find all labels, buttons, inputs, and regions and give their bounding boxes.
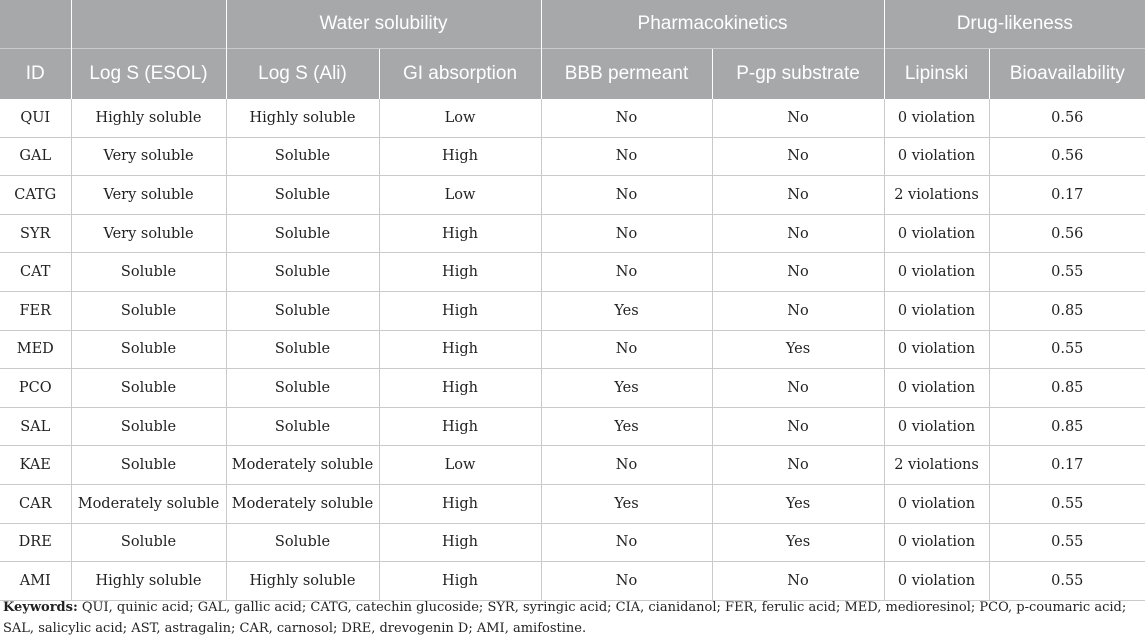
table-row — [0, 369, 1145, 408]
column-header-pgp-substrate: P-gp substrate — [712, 49, 884, 100]
cell-bbb-permeant: No — [541, 176, 712, 215]
cell-bioavailability: 0.56 — [989, 137, 1145, 176]
column-header-bbb-permeant: BBB permeant — [541, 49, 712, 100]
footnote-label: Keywords: — [3, 600, 78, 615]
cell-id: MED — [0, 330, 71, 369]
cell-logs-esol: Highly soluble — [71, 99, 226, 137]
column-header-gi-absorption: GI absorption — [379, 49, 541, 100]
cell-logs-ali: Soluble — [226, 176, 379, 215]
cell-bioavailability: 0.55 — [989, 484, 1145, 523]
cell-logs-ali: Soluble — [226, 407, 379, 446]
cell-logs-ali: Soluble — [226, 137, 379, 176]
cell-bioavailability: 0.55 — [989, 523, 1145, 562]
cell-id: DRE — [0, 523, 71, 562]
cell-lipinski: 0 violation — [884, 99, 989, 137]
group-header-pharmacokinetics: Pharmacokinetics — [541, 0, 884, 49]
cell-logs-ali: Soluble — [226, 369, 379, 408]
cell-pgp-substrate: No — [712, 99, 884, 137]
group-header-blank — [71, 0, 226, 49]
cell-gi-absorption: High — [379, 214, 541, 253]
cell-lipinski: 0 violation — [884, 137, 989, 176]
table-body — [0, 99, 1145, 600]
footnote-text: QUI, quinic acid; GAL, gallic acid; CATG, catechin glucoside; SYR, syringic acid; CIA, cianidanol; FER, ferulic acid; MED, medioresinol; PCO, p-coumaric acid; SAL, salicylic acid; AST, astragalin; CAR, carnosol; DRE, drevogenin D; AMI, amifostine. — [3, 600, 1127, 636]
cell-logs-esol: Highly soluble — [71, 562, 226, 601]
cell-pgp-substrate: Yes — [712, 330, 884, 369]
cell-bioavailability: 0.55 — [989, 562, 1145, 601]
cell-pgp-substrate: No — [712, 369, 884, 408]
cell-gi-absorption: High — [379, 562, 541, 601]
cell-logs-esol: Very soluble — [71, 214, 226, 253]
cell-bbb-permeant: No — [541, 562, 712, 601]
cell-logs-ali: Soluble — [226, 523, 379, 562]
cell-bbb-permeant: No — [541, 99, 712, 137]
table-row — [0, 99, 1145, 137]
cell-gi-absorption: High — [379, 291, 541, 330]
table-row — [0, 330, 1145, 369]
cell-id: SAL — [0, 407, 71, 446]
cell-pgp-substrate: Yes — [712, 484, 884, 523]
cell-bbb-permeant: No — [541, 253, 712, 292]
cell-pgp-substrate: No — [712, 446, 884, 485]
cell-gi-absorption: High — [379, 253, 541, 292]
cell-logs-ali: Soluble — [226, 214, 379, 253]
cell-pgp-substrate: Yes — [712, 523, 884, 562]
cell-logs-ali: Moderately soluble — [226, 484, 379, 523]
cell-logs-ali: Highly soluble — [226, 562, 379, 601]
group-header-water-solubility: Water solubility — [226, 0, 541, 49]
cell-bbb-permeant: No — [541, 214, 712, 253]
cell-gi-absorption: High — [379, 484, 541, 523]
cell-id: GAL — [0, 137, 71, 176]
group-header-drug-likeness: Drug-likeness — [884, 0, 1145, 49]
cell-lipinski: 0 violation — [884, 407, 989, 446]
cell-logs-esol: Soluble — [71, 253, 226, 292]
cell-logs-ali: Soluble — [226, 253, 379, 292]
group-header-blank — [0, 0, 71, 49]
cell-bbb-permeant: No — [541, 330, 712, 369]
cell-logs-esol: Soluble — [71, 523, 226, 562]
cell-lipinski: 0 violation — [884, 369, 989, 408]
column-header-lipinski: Lipinski — [884, 49, 989, 100]
table-row — [0, 562, 1145, 601]
cell-lipinski: 0 violation — [884, 291, 989, 330]
cell-logs-ali: Soluble — [226, 330, 379, 369]
cell-pgp-substrate: No — [712, 176, 884, 215]
cell-lipinski: 0 violation — [884, 330, 989, 369]
cell-bbb-permeant: No — [541, 446, 712, 485]
cell-lipinski: 0 violation — [884, 484, 989, 523]
cell-lipinski: 0 violation — [884, 523, 989, 562]
cell-gi-absorption: Low — [379, 176, 541, 215]
cell-logs-esol: Soluble — [71, 330, 226, 369]
cell-logs-esol: Very soluble — [71, 176, 226, 215]
table-row — [0, 484, 1145, 523]
cell-bioavailability: 0.85 — [989, 407, 1145, 446]
cell-lipinski: 0 violation — [884, 253, 989, 292]
cell-bioavailability: 0.55 — [989, 253, 1145, 292]
table-row — [0, 176, 1145, 215]
cell-id: CAT — [0, 253, 71, 292]
table-row — [0, 291, 1145, 330]
cell-lipinski: 2 violations — [884, 446, 989, 485]
cell-bbb-permeant: Yes — [541, 291, 712, 330]
cell-pgp-substrate: No — [712, 253, 884, 292]
table-row — [0, 253, 1145, 292]
cell-pgp-substrate: No — [712, 214, 884, 253]
column-header-id: ID — [0, 49, 71, 100]
table-row — [0, 446, 1145, 485]
cell-lipinski: 0 violation — [884, 562, 989, 601]
cell-pgp-substrate: No — [712, 137, 884, 176]
cell-id: AMI — [0, 562, 71, 601]
cell-gi-absorption: High — [379, 369, 541, 408]
footnote — [3, 597, 1143, 639]
cell-id: KAE — [0, 446, 71, 485]
cell-logs-esol: Very soluble — [71, 137, 226, 176]
cell-bbb-permeant: Yes — [541, 407, 712, 446]
column-header-logs-ali: Log S (Ali) — [226, 49, 379, 100]
cell-logs-ali: Soluble — [226, 291, 379, 330]
column-header-row — [0, 49, 1145, 100]
cell-bioavailability: 0.85 — [989, 369, 1145, 408]
cell-id: FER — [0, 291, 71, 330]
cell-gi-absorption: High — [379, 330, 541, 369]
table-row — [0, 137, 1145, 176]
cell-id: QUI — [0, 99, 71, 137]
cell-bbb-permeant: Yes — [541, 369, 712, 408]
cell-id: CATG — [0, 176, 71, 215]
cell-id: SYR — [0, 214, 71, 253]
cell-lipinski: 0 violation — [884, 214, 989, 253]
cell-lipinski: 2 violations — [884, 176, 989, 215]
cell-logs-esol: Soluble — [71, 291, 226, 330]
cell-pgp-substrate: No — [712, 407, 884, 446]
group-header-row — [0, 0, 1145, 49]
cell-bioavailability: 0.17 — [989, 446, 1145, 485]
table-row — [0, 407, 1145, 446]
cell-id: CAR — [0, 484, 71, 523]
cell-gi-absorption: High — [379, 523, 541, 562]
cell-bbb-permeant: No — [541, 137, 712, 176]
table-row — [0, 214, 1145, 253]
cell-bioavailability: 0.56 — [989, 214, 1145, 253]
column-header-logs-esol: Log S (ESOL) — [71, 49, 226, 100]
cell-bioavailability: 0.17 — [989, 176, 1145, 215]
cell-gi-absorption: High — [379, 137, 541, 176]
cell-logs-esol: Soluble — [71, 407, 226, 446]
cell-pgp-substrate: No — [712, 562, 884, 601]
cell-bioavailability: 0.56 — [989, 99, 1145, 137]
cell-bioavailability: 0.85 — [989, 291, 1145, 330]
table-row — [0, 523, 1145, 562]
cell-bioavailability: 0.55 — [989, 330, 1145, 369]
cell-logs-esol: Soluble — [71, 446, 226, 485]
column-header-bioavailability: Bioavailability — [989, 49, 1145, 100]
cell-bbb-permeant: No — [541, 523, 712, 562]
cell-gi-absorption: High — [379, 407, 541, 446]
cell-bbb-permeant: Yes — [541, 484, 712, 523]
cell-gi-absorption: Low — [379, 446, 541, 485]
cell-logs-ali: Moderately soluble — [226, 446, 379, 485]
cell-id: PCO — [0, 369, 71, 408]
cell-logs-esol: Soluble — [71, 369, 226, 408]
cell-logs-esol: Moderately soluble — [71, 484, 226, 523]
cell-gi-absorption: Low — [379, 99, 541, 137]
cell-logs-ali: Highly soluble — [226, 99, 379, 137]
cell-pgp-substrate: No — [712, 291, 884, 330]
